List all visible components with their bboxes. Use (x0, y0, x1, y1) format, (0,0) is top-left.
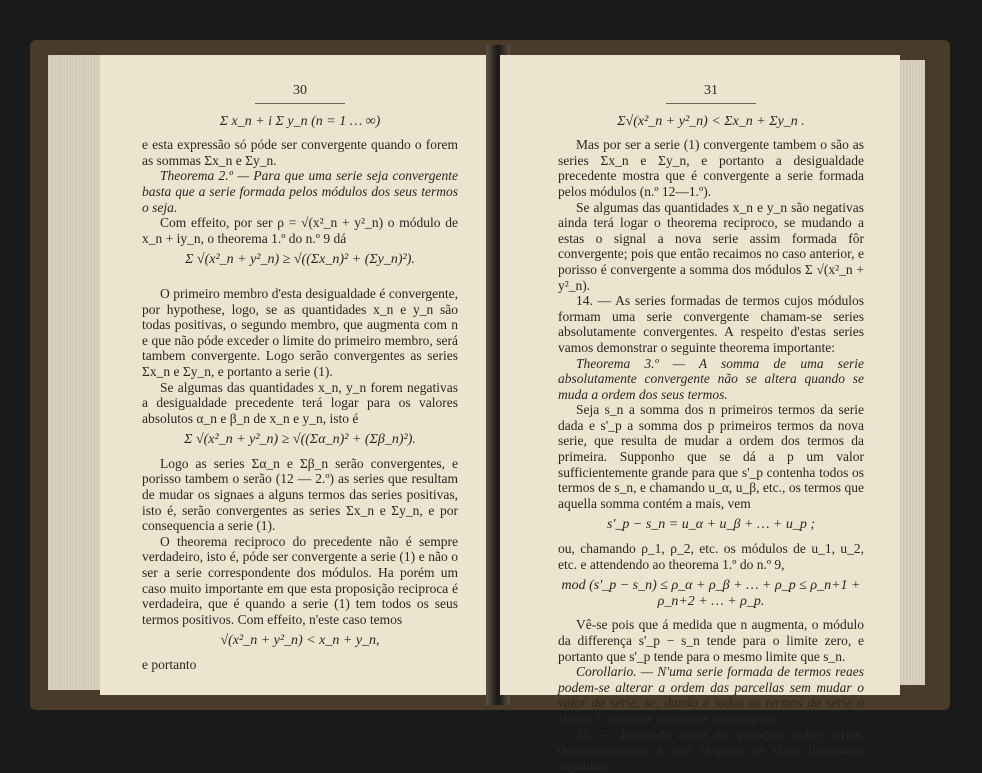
equation: mod (s'_p − s_n) ≤ ρ_α + ρ_β + … + ρ_p ≤ ρ_n+1 + ρ_n+2 + … + ρ_p. (561, 578, 861, 609)
equation: Σ x_n + i Σ y_n (n = 1 … ∞) (219, 113, 381, 129)
paragraph: Se algumas das quantidades x_n, y_n forem negativas a desigualdade precedente terá logar para os valores absolutos α_n e β_n de x_n e y_n, isto é (142, 379, 458, 426)
paragraph: ou, chamando ρ_1, ρ_2, etc. os módulos de u_1, u_2, etc. e attendendo ao theorema 1.º do n.º 9, (558, 541, 864, 572)
left-page-edges (48, 55, 106, 690)
theorem: Theorema 2.º — Para que uma serie seja convergente basta que a serie formada pelos módulos dos seus termos o seja. (142, 168, 458, 215)
page-number: 30 (293, 83, 307, 98)
header-rule (255, 103, 345, 104)
paragraph: 15. — Passando agora ás operações sobre series, demonstraremos a este respeito os dous theoremas seguintes: (558, 726, 864, 773)
paragraph: Mas por ser a serie (1) convergente tambem o são as series Σx_n e Σy_n, e portanto a desigualdade precedente mostra que é convergente a serie formada pelos módulos (n.º 12—1.º). (558, 137, 864, 199)
theorem: Theorema 3.º — A somma de uma serie absolutamente convergente não se altera quando se muda a ordem dos seus termos. (558, 355, 864, 402)
paragraph: e esta expressão só póde ser convergente quando o forem as sommas Σx_n e Σy_n. (142, 137, 458, 168)
left-page (100, 55, 492, 695)
equation: Σ √(x²_n + y²_n) ≥ √((Σx_n)² + (Σy_n)²). (185, 252, 415, 268)
paragraph: Seja s_n a somma dos n primeiros termos da serie dada e s'_p a somma dos p primeiros termos da nova serie, que resulta de mudar a ordem dos termos da primeira. Supponho que se dá a p um valor sufficientemente grande para que s'_p contenha todos os termos de s_n, e chamando u_α, u_β, etc., os termos que aquella somma contém a mais, vem (558, 402, 864, 511)
paragraph: O theorema reciproco do precedente não é sempre verdadeiro, isto é, póde ser convergente a serie (1) e não o ser a serie correspondente dos módulos. Ha porém um caso muito importante em que esta proposição reciproca é verdadeira, que é quando a serie (1) tem todos os seus termos positivos. Com effeito, n'este caso temos (142, 533, 458, 627)
paragraph: 14. — As series formadas de termos cujos módulos formam uma serie convergente chamam-se series absolutamente convergentes. A respeito d'estas series vamos demonstrar o seguinte theorema importante: (558, 293, 864, 355)
paragraph: e portanto (142, 657, 197, 672)
paragraph: Com effeito, por ser ρ = √(x²_n + y²_n) o módulo de x_n + iy_n, o theorema 1.º do n.º 9 dá (142, 215, 458, 246)
equation: Σ√(x²_n + y²_n) < Σx_n + Σy_n . (617, 113, 805, 129)
paragraph: O primeiro membro d'esta desigualdade é convergente, por hypothese, logo, se as quantidades x_n e y_n são todas positivas, o segundo membro, que augmenta com n e que não póde exceder o limite do primeiro membro, será tambem convergente. Logo serão convergentes as series Σx_n e Σy_n, e portanto a serie (1). (142, 285, 458, 379)
page-number: 31 (704, 83, 718, 98)
paragraph: Logo as series Σα_n e Σβ_n serão convergentes, e porisso tambem o serão (12 — 2.º) as series que resultam de mudar os signaes a alguns termos das series positivas, isto é, serão convergentes as series Σx_n e Σy_n, e por consequencia a serie (1). (142, 455, 458, 534)
paragraph: Se algumas das quantidades x_n e y_n são negativas ainda terá logar o theorema reciproco, se mudando a estas o signal a nova serie assim formada fôr convergente; pois que então recaimos no caso anterior, e porisso é convergente a somma dos módulos Σ √(x²_n + y²_n). (558, 199, 864, 293)
paragraph: Vê-se pois que á medida que n augmenta, o módulo da differença s'_p − s_n tende para o limite zero, e portanto que s'_p tende para o mesmo limite que s_n. (558, 617, 864, 664)
corollary: Corollario. — N'uma serie formada de termos reaes podem-se alterar a ordem das parcellas sem mudar o valor da serie, se, dando a todos os termos da serie o signal +, resultar uma serie convergente. (558, 664, 864, 726)
right-page (500, 55, 900, 773)
equation: √(x²_n + y²_n) < x_n + y_n, (220, 633, 380, 649)
header-rule (666, 103, 756, 104)
equation: Σ √(x²_n + y²_n) ≥ √((Σα_n)² + (Σβ_n)²). (184, 432, 416, 448)
equation: s'_p − s_n = u_α + u_β + … + u_p ; (606, 517, 816, 533)
